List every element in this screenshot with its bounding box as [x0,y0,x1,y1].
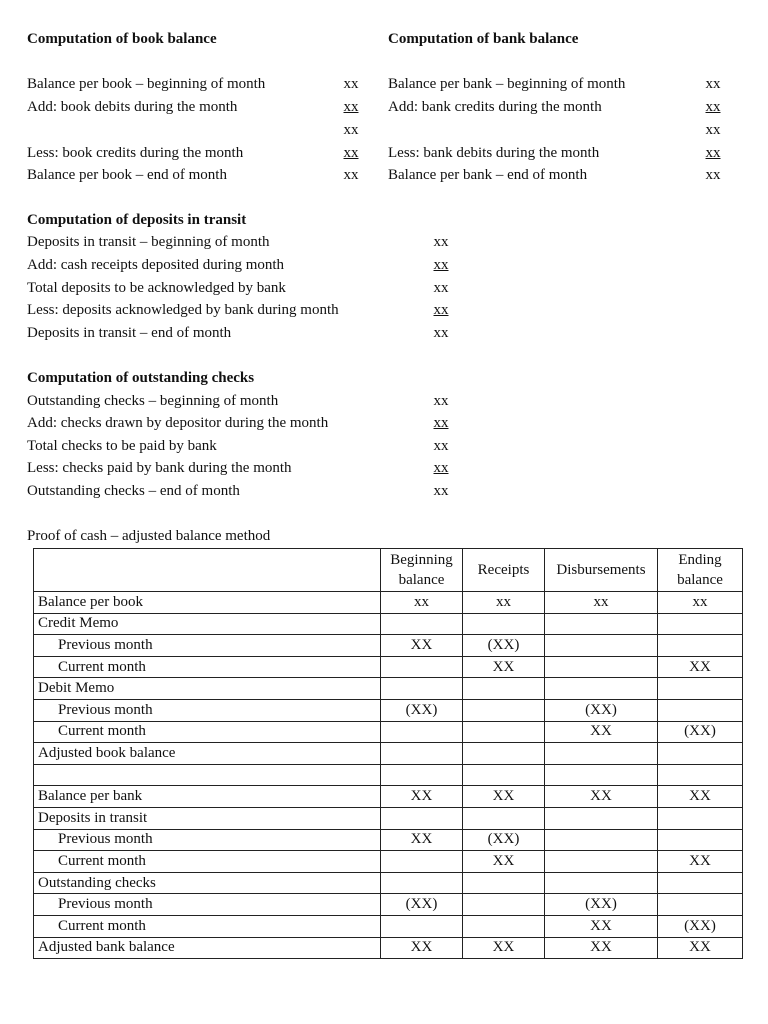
checks-row-value: xx [433,415,449,431]
table-row [34,592,743,614]
table-row-label [34,764,381,786]
table-cell: XX [545,915,658,937]
table-row [34,635,743,657]
table-row [34,656,743,678]
table-header-row [34,549,743,592]
table-row [34,743,743,765]
book-balance-row-label: Balance per book – end of month [27,167,227,183]
table-cell [545,807,658,829]
table-cell [381,678,463,700]
table-header-cell: Beginning balance [381,549,463,592]
table-cell: XX [545,786,658,808]
table-cell: XX [463,937,545,959]
table-cell [658,894,743,916]
proof-of-cash-table [33,548,743,959]
table-cell: xx [545,592,658,614]
table-row [34,699,743,721]
table-row-label: Previous month [34,635,381,657]
table-cell [463,613,545,635]
table-cell: XX [658,786,743,808]
table-cell [381,721,463,743]
table-cell: XX [463,656,545,678]
table-header-cell [34,549,381,592]
table-cell: XX [381,937,463,959]
table-cell [658,829,743,851]
deposits-row-value: xx [433,257,449,273]
proof-of-cash-title: Proof of cash – adjusted balance method [27,528,271,544]
table-cell: xx [381,592,463,614]
bank-balance-row-value: xx [705,167,721,183]
bank-balance-row-label: Less: bank debits during the month [388,145,600,161]
table-row-label: Previous month [34,829,381,851]
table-cell [381,656,463,678]
table-row [34,786,743,808]
table-header-cell: Ending balance [658,549,743,592]
book-balance-row-value: xx [343,167,359,183]
table-cell: (XX) [545,894,658,916]
table-row-label: Debit Memo [34,678,381,700]
table-row [34,872,743,894]
bank-balance-row-label: Balance per bank – beginning of month [388,76,626,92]
table-cell: XX [463,786,545,808]
bank-balance-row-value: xx [705,122,721,138]
table-cell: XX [658,937,743,959]
bank-balance-row-label: Balance per bank – end of month [388,167,588,183]
table-row [34,678,743,700]
table-row [34,915,743,937]
table-row [34,764,743,786]
book-balance-row-value: xx [343,76,359,92]
table-cell [658,764,743,786]
table-cell: XX [658,656,743,678]
table-cell: XX [381,786,463,808]
deposits-row-value: xx [433,302,449,318]
table-cell [545,635,658,657]
table-header-cell: Disbursements [545,549,658,592]
table-row-label: Outstanding checks [34,872,381,894]
table-cell: (XX) [658,915,743,937]
table-row-label: Current month [34,721,381,743]
table-cell [463,872,545,894]
checks-row-label: Add: checks drawn by depositor during the month [27,415,329,431]
table-cell [658,699,743,721]
table-cell [658,678,743,700]
table-cell [463,743,545,765]
checks-row-value: xx [433,393,449,409]
table-cell [381,764,463,786]
bank-balance-row-value: xx [705,99,721,115]
table-cell [545,613,658,635]
table-row-label: Credit Memo [34,613,381,635]
checks-row-label: Outstanding checks – beginning of month [27,393,279,409]
table-cell [545,851,658,873]
table-cell [463,764,545,786]
book-balance-row-label: Balance per book – beginning of month [27,76,266,92]
table-row-label: Previous month [34,699,381,721]
table-cell [545,829,658,851]
table-cell [463,915,545,937]
table-cell: XX [381,829,463,851]
bank-balance-row-value: xx [705,76,721,92]
deposits-row-label: Less: deposits acknowledged by bank during month [27,302,339,318]
table-row [34,851,743,873]
table-cell [381,851,463,873]
bank-balance-row-label: Add: bank credits during the month [388,99,602,115]
table-row-label: Adjusted bank balance [34,937,381,959]
deposits-row-label: Deposits in transit – beginning of month [27,234,270,250]
table-cell [658,743,743,765]
table-cell [381,915,463,937]
table-cell: (XX) [463,829,545,851]
table-row [34,894,743,916]
checks-row-label: Total checks to be paid by bank [27,438,217,454]
table-row-label: Deposits in transit [34,807,381,829]
book-balance-row-value: xx [343,99,359,115]
table-cell [463,807,545,829]
table-cell: (XX) [381,699,463,721]
table-cell: XX [658,851,743,873]
table-cell: xx [658,592,743,614]
deposits-in-transit-title: Computation of deposits in transit [27,212,247,228]
deposits-row-label: Add: cash receipts deposited during month [27,257,285,273]
table-cell: XX [545,721,658,743]
table-cell [463,721,545,743]
table-cell [381,872,463,894]
table-cell: XX [381,635,463,657]
checks-row-value: xx [433,438,449,454]
book-balance-row-value: xx [343,122,359,138]
table-row-label: Previous month [34,894,381,916]
table-cell [658,635,743,657]
checks-row-label: Outstanding checks – end of month [27,483,240,499]
table-cell [545,656,658,678]
table-header-cell: Receipts [463,549,545,592]
table-row [34,829,743,851]
table-row-label: Current month [34,915,381,937]
table-row [34,807,743,829]
checks-row-value: xx [433,483,449,499]
table-cell [463,678,545,700]
table-cell: (XX) [381,894,463,916]
table-row-label: Adjusted book balance [34,743,381,765]
deposits-row-value: xx [433,280,449,296]
table-row [34,721,743,743]
table-cell: XX [545,937,658,959]
table-cell [463,894,545,916]
table-cell [658,872,743,894]
book-balance-title: Computation of book balance [27,31,217,47]
book-balance-row-label: Less: book credits during the month [27,145,244,161]
deposits-row-label: Total deposits to be acknowledged by bank [27,280,286,296]
table-cell: (XX) [545,699,658,721]
book-balance-row-value: xx [343,145,359,161]
table-cell [381,613,463,635]
bank-balance-row-value: xx [705,145,721,161]
table-row-label: Balance per bank [34,786,381,808]
table-row-label: Balance per book [34,592,381,614]
deposits-row-label: Deposits in transit – end of month [27,325,232,341]
table-cell: xx [463,592,545,614]
table-cell: (XX) [658,721,743,743]
table-cell [381,743,463,765]
deposits-row-value: xx [433,325,449,341]
table-cell: XX [463,851,545,873]
table-cell [545,678,658,700]
bank-balance-title: Computation of bank balance [388,31,579,47]
outstanding-checks-title: Computation of outstanding checks [27,370,255,386]
table-row-label: Current month [34,851,381,873]
table-row-label: Current month [34,656,381,678]
table-cell [658,613,743,635]
table-cell: (XX) [463,635,545,657]
table-row [34,937,743,959]
table-cell [545,743,658,765]
table-cell [381,807,463,829]
table-row [34,613,743,635]
table-cell [545,872,658,894]
table-cell [545,764,658,786]
checks-row-label: Less: checks paid by bank during the month [27,460,292,476]
deposits-row-value: xx [433,234,449,250]
checks-row-value: xx [433,460,449,476]
book-balance-row-label: Add: book debits during the month [27,99,238,115]
table-cell [658,807,743,829]
table-cell [463,699,545,721]
